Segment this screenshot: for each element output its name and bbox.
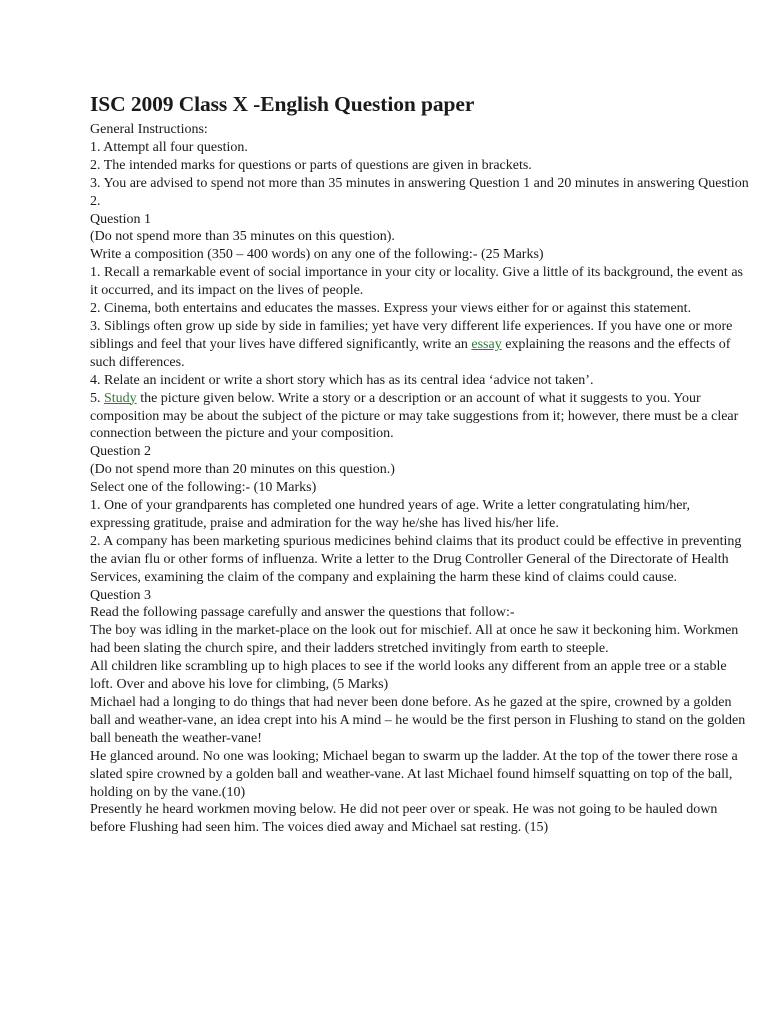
question-2-prompt: Select one of the following:- (10 Marks) — [90, 480, 317, 496]
passage-paragraph-3: Michael had a longing to do things that had never been done before. As he gazed at the spire, crowned by a golden ball and weather-vane, an idea crept into his A mind – he would be the first person in Flushing to stand on the golden ball beneath the weather-vane! — [90, 695, 746, 746]
question-1-time-note: (Do not spend more than 35 minutes on this question). — [90, 229, 395, 245]
document-title: ISC 2009 Class X -English Question paper — [90, 92, 475, 116]
question-2-option-1: 1. One of your grandparents has completed one hundred years of age. Write a letter congratulating him/her, expressing gratitude, praise and admiration for the way he/she has lived his/her life. — [90, 498, 691, 531]
question-1-heading: Question 1 — [90, 211, 152, 227]
passage-paragraph-2: All children like scrambling up to high places to see if the world looks any different from an apple tree or a stable loft. Over and above his love for climbing, (5 Marks) — [90, 659, 727, 693]
document — [90, 90, 752, 837]
question-1-option-2: 2. Cinema, both entertains and educates the masses. Express your views either for or against this statement. — [90, 301, 692, 317]
link-essay[interactable]: essay — [471, 336, 502, 352]
link-study[interactable]: Study — [104, 390, 137, 406]
question-1-option-4: 4. Relate an incident or write a short story which has as its central idea ‘advice not taken’. — [90, 372, 594, 388]
question-1-option-5: 5. Study the picture given below. Write a story or a description or an account of what it suggests to you. Your composition may be about the subject of the picture or may take suggestions from it; however, there must be a clear connection between the picture and your composition. — [90, 390, 739, 442]
question-1-option-3: 3. Siblings often grow up side by side in families; yet have very different life experiences. If you have one or more siblings and feel that your lives have differed significantly, write an essay explaining the reasons and the effects of such differences. — [90, 318, 733, 370]
question-3-prompt: Read the following passage carefully and answer the questions that follow:- — [90, 605, 515, 621]
passage-paragraph-4: He glanced around. No one was looking; Michael began to swarm up the ladder. At the top of the tower there rose a slated spire crowned by a golden ball and weather-vane. At last Michael found himself squatting on top of the ball, holding on by the vane.(10) — [90, 748, 738, 800]
question-2-time-note: (Do not spend more than 20 minutes on this question.) — [90, 462, 395, 478]
instruction-2: 2. The intended marks for questions or parts of questions are given in brackets. — [90, 157, 532, 173]
passage-paragraph-1: The boy was idling in the market-place on the look out for mischief. All at once he saw it beckoning him. Workmen had been slating the church spire, and their ladders stretched invitingly from earth to steeple. — [90, 623, 739, 657]
question-2-option-2: 2. A company has been marketing spurious medicines behind claims that its product could be effective in preventing the avian flu or other forms of influenza. Write a letter to the Drug Controller General of the Directorate of Health Services, examining the claim of the company and explaining the harm these kind of claims could cause. — [90, 533, 742, 585]
instruction-1: 1. Attempt all four question. — [90, 139, 248, 155]
question-1-prompt: Write a composition (350 – 400 words) on any one of the following:- (25 Marks) — [90, 247, 544, 263]
question-3-heading: Question 3 — [90, 587, 152, 603]
instruction-3: 3. You are advised to spend not more than 35 minutes in answering Question 1 and 20 minutes in answering Question 2. — [90, 175, 749, 209]
question-1-option-1: 1. Recall a remarkable event of social importance in your city or locality. Give a little of its background, the event as it occurred, and its impact on the lives of people. — [90, 265, 743, 299]
passage-paragraph-5: Presently he heard workmen moving below. He did not peer over or speak. He was not going to be hauled down before Flushing had seen him. The voices died away and Michael sat resting. (15) — [90, 802, 718, 836]
question-2-heading: Question 2 — [90, 444, 152, 460]
general-instructions-heading: General Instructions: — [90, 122, 208, 137]
